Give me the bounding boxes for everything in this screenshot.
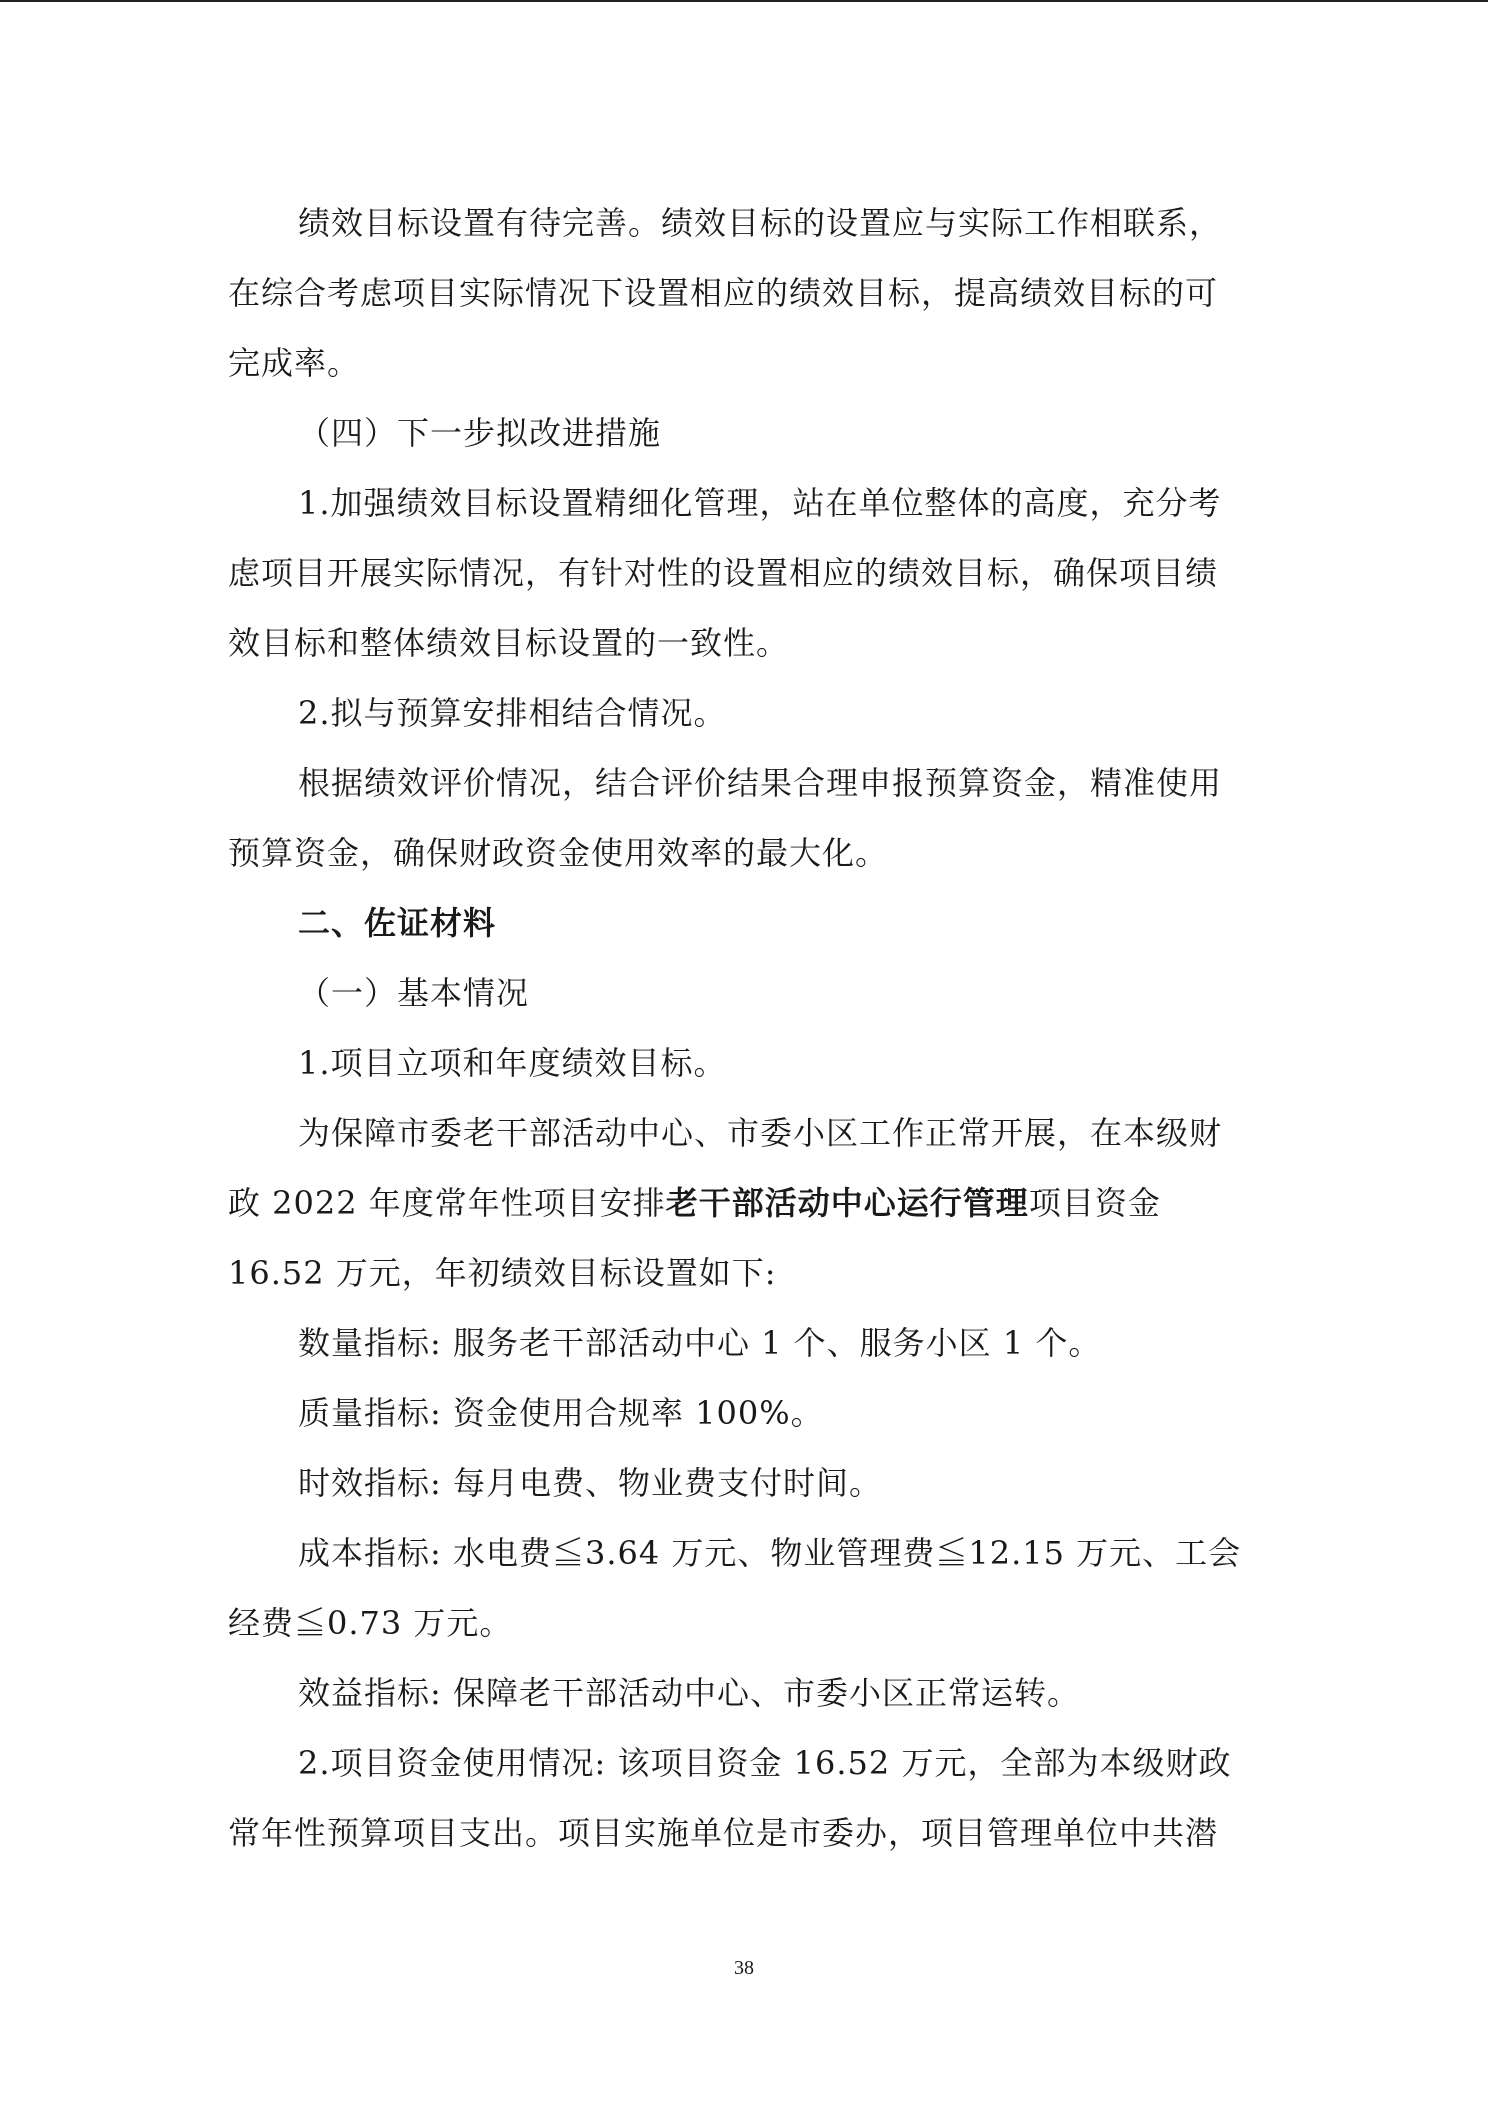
paragraph-line: 1.加强绩效目标设置精细化管理，站在单位整体的高度，充分考 xyxy=(298,484,1222,522)
paragraph-line: 16.52 万元，年初绩效目标设置如下: xyxy=(228,1254,777,1292)
paragraph-line: 虑项目开展实际情况，有针对性的设置相应的绩效目标，确保项目绩 xyxy=(228,554,1219,592)
section-heading-four: （四）下一步拟改进措施 xyxy=(298,414,662,452)
paragraph-line: 在综合考虑项目实际情况下设置相应的绩效目标，提高绩效目标的可 xyxy=(228,274,1219,312)
indicator-quality: 质量指标: 资金使用合规率 100%。 xyxy=(298,1394,824,1432)
paragraph-line: 2.拟与预算安排相结合情况。 xyxy=(298,694,727,732)
paragraph-line: 绩效目标设置有待完善。绩效目标的设置应与实际工作相联系， xyxy=(298,204,1223,242)
paragraph-line: 常年性预算项目支出。项目实施单位是市委办，项目管理单位中共潜 xyxy=(228,1814,1219,1852)
paragraph-line: 完成率。 xyxy=(228,344,361,382)
text-run: 项目资金 xyxy=(1028,1184,1161,1222)
indicator-benefit: 效益指标: 保障老干部活动中心、市委小区正常运转。 xyxy=(298,1674,1080,1712)
paragraph-line: 根据绩效评价情况，结合评价结果合理申报预算资金，精准使用 xyxy=(298,764,1223,802)
text-run: 政 2022 年度常年性项目安排 xyxy=(228,1184,666,1222)
indicator-cost: 成本指标: 水电费≦3.64 万元、物业管理费≦12.15 万元、工会 xyxy=(298,1534,1242,1572)
indicator-quantity: 数量指标: 服务老干部活动中心 1 个、服务小区 1 个。 xyxy=(298,1324,1102,1362)
paragraph-line: 效目标和整体绩效目标设置的一致性。 xyxy=(228,624,790,662)
paragraph-line: 经费≦0.73 万元。 xyxy=(228,1604,513,1642)
section-heading-one: （一）基本情况 xyxy=(298,974,530,1012)
indicator-timeliness: 时效指标: 每月电费、物业费支付时间。 xyxy=(298,1464,882,1502)
paragraph-line xyxy=(228,1168,1261,1238)
paragraph-line: 1.项目立项和年度绩效目标。 xyxy=(298,1044,727,1082)
section-heading-two: 二、佐证材料 xyxy=(298,904,497,942)
project-name-bold: 老干部活动中心运行管理 xyxy=(665,1184,1029,1222)
paragraph-line: 2.项目资金使用情况: 该项目资金 16.52 万元，全部为本级财政 xyxy=(298,1744,1232,1782)
page-number: 38 xyxy=(734,1957,754,1979)
paragraph-line: 预算资金，确保财政资金使用效率的最大化。 xyxy=(228,834,889,872)
paragraph-line: 为保障市委老干部活动中心、市委小区工作正常开展，在本级财 xyxy=(298,1114,1223,1152)
